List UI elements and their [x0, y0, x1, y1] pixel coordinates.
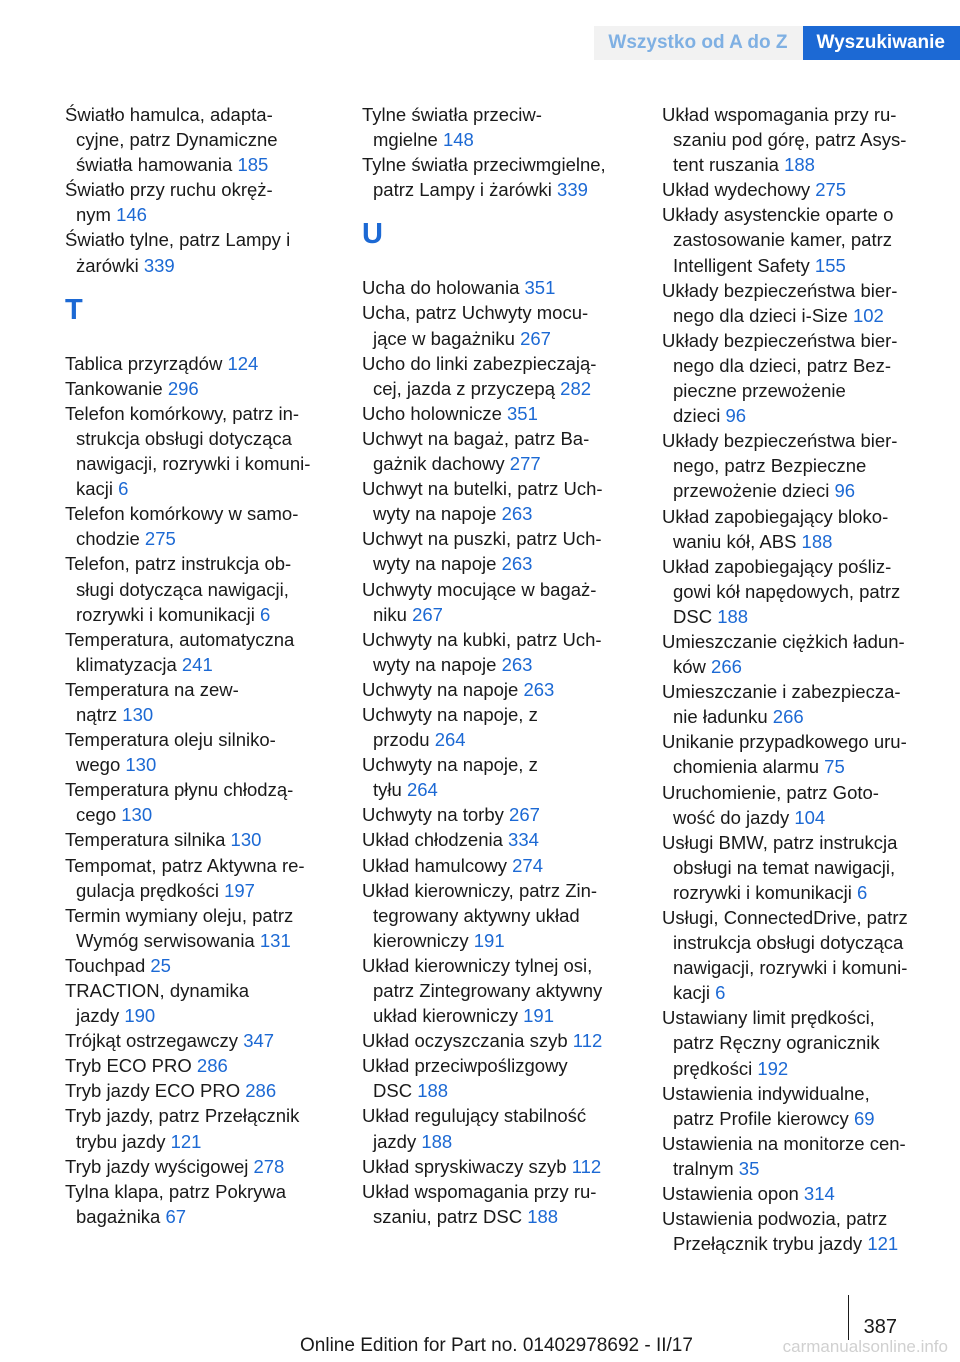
- index-entry: [362, 351, 652, 401]
- index-entry: [362, 401, 652, 426]
- page-link[interactable]: 188: [421, 1130, 453, 1152]
- page-number: 387: [863, 1316, 897, 1338]
- index-entry: [662, 202, 952, 277]
- page-link[interactable]: 130: [122, 703, 154, 725]
- entry-text: Ustawiany limit prędkości, patrz Ręczny ogranicznik prędkości: [662, 1007, 880, 1079]
- entry-text: Uchwyty na torby: [362, 804, 504, 826]
- index-entry: [662, 729, 952, 779]
- entry-text: Układ kierowniczy, patrz Zin- tegrowany aktywny układ kierowniczy: [362, 879, 598, 951]
- entry-text: TRACTION, dynamika jazdy: [65, 980, 250, 1027]
- page-link[interactable]: 130: [125, 754, 157, 776]
- index-entry: [65, 102, 355, 177]
- page-link[interactable]: 263: [523, 678, 555, 700]
- entry-text: Układ wspomagania przy ru- szaniu pod górę, patrz Asys- tent ruszania: [662, 104, 907, 176]
- entry-text: Temperatura płynu chłodzą- cego: [65, 779, 294, 826]
- page-link[interactable]: 274: [512, 854, 543, 876]
- entry-text: Telefon komórkowy w samo- chodzie: [65, 503, 299, 550]
- entry-text: Uchwyty na napoje, z tyłu: [362, 754, 538, 801]
- page-link[interactable]: 104: [794, 806, 826, 828]
- index-entry: [65, 953, 355, 978]
- page-link[interactable]: 266: [711, 656, 742, 678]
- page-link[interactable]: 191: [473, 929, 505, 951]
- page-number-divider: [848, 1295, 849, 1340]
- entry-text: Układy asystenckie oparte o zastosowanie kamer, patrz Intelligent Safety: [662, 204, 894, 276]
- page-link[interactable]: 102: [852, 304, 884, 326]
- entry-text: Uchwyty na kubki, patrz Uch- wyty na napoje: [362, 628, 602, 675]
- entry-text: Układ regulujący stabilność jazdy: [362, 1105, 587, 1152]
- entry-text: Układy bezpieczeństwa bier- nego dla dzieci i-Size: [662, 279, 898, 326]
- entry-text: Tryb jazdy ECO PRO: [65, 1080, 241, 1102]
- edition-footer: Online Edition for Part no. 01402978692 - II/17: [300, 1335, 693, 1356]
- entry-text: Umieszczanie ciężkich ładun- ków: [662, 630, 905, 678]
- entry-text: Ustawienia indywidualne, patrz Profile kierowcy: [662, 1082, 870, 1129]
- page-link[interactable]: 278: [253, 1155, 285, 1177]
- entry-text: Układ przeciwpoślizgowy DSC: [362, 1055, 568, 1102]
- index-entry: [662, 1181, 952, 1206]
- page-link[interactable]: 263: [501, 503, 533, 525]
- index-entry: [65, 978, 355, 1028]
- page-link[interactable]: 25: [150, 954, 171, 976]
- index-entry: [362, 102, 652, 152]
- index-entry: [362, 953, 652, 1028]
- entry-text: Tylna klapa, patrz Pokrywa bagażnika: [65, 1180, 287, 1227]
- entry-text: Trójkąt ostrzegawczy: [65, 1030, 239, 1052]
- index-column-2: [362, 102, 652, 1229]
- page-link[interactable]: 112: [571, 1155, 602, 1177]
- index-entry: [65, 1103, 355, 1153]
- index-entry: [362, 752, 652, 802]
- index-entry: [65, 1028, 355, 1053]
- page-link[interactable]: 339: [143, 254, 175, 276]
- entry-text: Telefon komórkowy, patrz in- strukcja obsługi dotycząca nawigacji, rozrywki i komuni- kacji: [65, 402, 311, 500]
- page-link[interactable]: 263: [501, 553, 533, 575]
- index-entry: [662, 278, 952, 328]
- index-entry: [65, 677, 355, 727]
- page-link[interactable]: 264: [434, 729, 466, 751]
- index-entry: [362, 1028, 652, 1053]
- index-column-3: [662, 102, 952, 1256]
- index-entry: [662, 905, 952, 1005]
- page-link[interactable]: 130: [230, 829, 262, 851]
- index-entry: [65, 627, 355, 677]
- page-link[interactable]: 155: [814, 254, 846, 276]
- entry-text: Tryb jazdy wyścigowej: [65, 1155, 249, 1177]
- page-link[interactable]: 286: [245, 1080, 277, 1102]
- index-entry: [362, 1179, 652, 1229]
- page-link[interactable]: 286: [196, 1055, 228, 1077]
- page-link[interactable]: 241: [181, 653, 213, 675]
- index-entry: [362, 152, 652, 202]
- entry-text: Termin wymiany oleju, patrz Wymóg serwisowania: [65, 904, 294, 951]
- index-entry: [65, 1078, 355, 1103]
- entry-text: Usługi, ConnectedDrive, patrz instrukcja obsługi dotycząca nawigacji, rozrywki i komuni- kacji: [662, 907, 908, 1004]
- entry-text: Uchwyt na bagaż, patrz Ba- gażnik dachowy: [362, 427, 590, 475]
- entry-text: Układ wspomagania przy ru- szaniu, patrz DSC: [362, 1180, 597, 1227]
- page-link[interactable]: 112: [572, 1030, 603, 1052]
- page-link[interactable]: 188: [417, 1080, 449, 1102]
- page-link[interactable]: 277: [509, 453, 541, 475]
- index-entry: [662, 1081, 952, 1131]
- index-entry: [65, 727, 355, 777]
- page-link[interactable]: 191: [523, 1005, 554, 1027]
- entry-text: Telefon, patrz instrukcja ob- sługi dotycząca nawigacji, rozrywki i komunikacji: [65, 553, 292, 625]
- page-link[interactable]: 351: [507, 402, 538, 424]
- index-entry: [362, 827, 652, 852]
- index-entry: [362, 526, 652, 576]
- index-entry: [362, 426, 652, 476]
- index-entry: [65, 351, 355, 376]
- index-entry: [662, 328, 952, 428]
- index-entry: [362, 878, 652, 953]
- entry-text: Tryb ECO PRO: [65, 1055, 192, 1077]
- index-entry: [65, 1154, 355, 1179]
- entry-text: Układ wydechowy: [662, 179, 811, 201]
- page-link[interactable]: 264: [406, 779, 438, 801]
- index-entry: [362, 1154, 652, 1179]
- page-link[interactable]: 314: [803, 1183, 835, 1205]
- page-link[interactable]: 192: [757, 1057, 789, 1079]
- index-entry: [65, 401, 355, 501]
- entry-text: Tylne światła przeciwmgielne, patrz Lampy i żarówki: [362, 154, 606, 201]
- index-entry: [362, 702, 652, 752]
- header-tabs: [594, 26, 960, 60]
- entry-text: Uchwyty na napoje, z przodu: [362, 703, 538, 751]
- index-entry: [362, 1053, 652, 1103]
- page-link[interactable]: 296: [167, 377, 199, 399]
- section-letter: T: [65, 293, 83, 326]
- entry-text: Ustawienia na monitorze cen- tralnym: [662, 1132, 906, 1179]
- page-link[interactable]: 121: [170, 1130, 202, 1152]
- entry-text: Unikanie przypadkowego uru- chomienia alarmu: [662, 731, 907, 778]
- index-entry: [662, 780, 952, 830]
- index-entry: [662, 1005, 952, 1080]
- index-entry: [65, 827, 355, 852]
- page-link[interactable]: 267: [412, 603, 443, 625]
- page-link[interactable]: 121: [867, 1233, 899, 1255]
- page-link[interactable]: 339: [557, 179, 588, 201]
- entry-text: Ucho holownicze: [362, 402, 502, 424]
- entry-text: Układ kierowniczy tylnej osi, patrz Zintegrowany aktywny układ kierowniczy: [362, 954, 603, 1027]
- page-link[interactable]: 347: [243, 1030, 275, 1052]
- index-entry: [65, 177, 355, 227]
- page-link[interactable]: 188: [527, 1205, 559, 1227]
- index-entry: [662, 1206, 952, 1256]
- entry-text: Umieszczanie i zabezpiecza- nie ładunku: [662, 681, 901, 728]
- index-entry: [662, 428, 952, 503]
- entry-text: Światło tylne, patrz Lampy i żarówki: [65, 229, 291, 276]
- entry-text: Tylne światła przeciw- mgielne: [362, 104, 542, 151]
- tab-index-a-z[interactable]: Wszystko od A do Z: [594, 26, 802, 60]
- entry-text: Uchwyty na napoje: [362, 678, 519, 700]
- page-link[interactable]: 190: [124, 1005, 156, 1027]
- page-link[interactable]: 69: [853, 1107, 875, 1129]
- page-link[interactable]: 75: [824, 756, 845, 778]
- page-link[interactable]: 188: [801, 530, 833, 552]
- page-link[interactable]: 275: [144, 528, 176, 550]
- entry-text: Układy bezpieczeństwa bier- nego, patrz Bezpieczne przewożenie dzieci: [662, 430, 898, 502]
- page-link[interactable]: 6: [260, 603, 271, 625]
- entry-text: Temperatura na zew- nątrz: [65, 678, 239, 725]
- entry-text: Temperatura silnika: [65, 829, 226, 851]
- index-entry: [662, 102, 952, 177]
- index-entry: [662, 1131, 952, 1181]
- page-link[interactable]: 6: [857, 881, 868, 903]
- tab-search[interactable]: Wyszukiwanie: [803, 26, 960, 60]
- entry-text: Uchwyt na puszki, patrz Uch- wyty na napoje: [362, 528, 602, 575]
- index-entry: [65, 853, 355, 903]
- page-link[interactable]: 124: [227, 352, 259, 374]
- page-link[interactable]: 35: [738, 1157, 760, 1179]
- page-link[interactable]: 96: [834, 480, 856, 502]
- section-letter: U: [362, 218, 383, 251]
- index-entry: [662, 177, 952, 202]
- index-entry: [362, 677, 652, 702]
- entry-text: Ustawienia opon: [662, 1183, 799, 1205]
- page-link[interactable]: 148: [442, 129, 474, 151]
- index-entry: [65, 501, 355, 551]
- entry-text: Ustawienia podwozia, patrz Przełącznik trybu jazdy: [662, 1208, 888, 1255]
- entry-text: Temperatura, automatyczna klimatyzacja: [65, 628, 295, 675]
- page-link[interactable]: 267: [509, 804, 540, 826]
- entry-text: Touchpad: [65, 954, 146, 976]
- entry-text: Uchwyt na butelki, patrz Uch- wyty na napoje: [362, 478, 603, 525]
- index-entry: [65, 777, 355, 827]
- index-entry: [362, 275, 652, 300]
- entry-text: Układ zapobiegający pośliz- gowi kół napędowych, patrz DSC: [662, 555, 901, 627]
- page-link[interactable]: 334: [508, 829, 539, 851]
- entry-text: Światło przy ruchu okręż- nym: [65, 179, 273, 226]
- entry-text: Ucha do holowania: [362, 277, 520, 299]
- watermark: carmanualsonline.info: [782, 1337, 948, 1356]
- page-link[interactable]: 266: [772, 706, 804, 728]
- entry-text: Usługi BMW, patrz instrukcja obsługi na temat nawigacji, rozrywki i komunikacji: [662, 831, 898, 903]
- page-link[interactable]: 197: [224, 879, 255, 901]
- index-entry: [662, 554, 952, 629]
- page-link[interactable]: 6: [118, 478, 129, 500]
- index-entry: [362, 1103, 652, 1153]
- entry-text: Układ zapobiegający bloko- waniu kół, ABS: [662, 505, 889, 552]
- index-entry: [65, 376, 355, 401]
- page-link[interactable]: 275: [815, 179, 847, 201]
- entry-text: Układ spryskiwaczy szyb: [362, 1155, 567, 1177]
- entry-text: Ucha, patrz Uchwyty mocu- jące w bagażniku: [362, 302, 589, 349]
- entry-text: Uchwyty mocujące w bagaż- niku: [362, 578, 597, 625]
- index-entry: [65, 551, 355, 626]
- page-link[interactable]: 188: [784, 154, 815, 176]
- entry-text: Temperatura oleju silniko- wego: [65, 729, 276, 776]
- entry-text: Układy bezpieczeństwa bier- nego dla dzieci, patrz Bez- pieczne przewożenie dzieci: [662, 329, 898, 427]
- entry-text: Układ hamulcowy: [362, 854, 507, 876]
- page-link[interactable]: 130: [121, 804, 153, 826]
- index-entry: [362, 476, 652, 526]
- entry-text: Układ oczyszczania szyb: [362, 1030, 568, 1052]
- page-link[interactable]: 146: [116, 204, 147, 226]
- index-entry: [662, 679, 952, 729]
- index-entry: [662, 830, 952, 905]
- page-link[interactable]: 351: [524, 277, 556, 299]
- index-entry: [65, 1179, 355, 1229]
- page-link[interactable]: 131: [259, 929, 291, 951]
- page-link[interactable]: 267: [520, 327, 551, 349]
- page-link[interactable]: 185: [237, 154, 269, 176]
- index-entry: [662, 504, 952, 554]
- index-entry: [362, 577, 652, 627]
- index-entry: [362, 853, 652, 878]
- index-entry: [65, 903, 355, 953]
- entry-text: Tankowanie: [65, 377, 163, 399]
- entry-text: Ucho do linki zabezpieczają- cej, jazda z przyczepą: [362, 352, 597, 399]
- page-link[interactable]: 263: [501, 653, 533, 675]
- entry-text: Tempomat, patrz Aktywna re- gulacja prędkości: [65, 854, 305, 901]
- entry-text: Światło hamulca, adapta- cyjne, patrz Dynamiczne światła hamowania: [65, 104, 278, 176]
- index-entry: [362, 627, 652, 677]
- entry-text: Układ chłodzenia: [362, 829, 503, 851]
- index-column-1: [65, 102, 355, 1229]
- entry-text: Uruchomienie, patrz Goto- wość do jazdy: [662, 781, 879, 828]
- entry-text: Tablica przyrządów: [65, 352, 223, 374]
- page-link[interactable]: 6: [715, 982, 726, 1004]
- index-entry: [662, 629, 952, 679]
- entry-text: Tryb jazdy, patrz Przełącznik trybu jazdy: [65, 1105, 300, 1152]
- index-entry: [65, 227, 355, 277]
- index-entry: [362, 802, 652, 827]
- index-entry: [362, 300, 652, 350]
- page-link[interactable]: 282: [560, 377, 592, 399]
- page-link[interactable]: 96: [725, 405, 747, 427]
- index-entry: [65, 1053, 355, 1078]
- page-link[interactable]: 67: [165, 1205, 187, 1227]
- page-link[interactable]: 188: [717, 605, 749, 627]
